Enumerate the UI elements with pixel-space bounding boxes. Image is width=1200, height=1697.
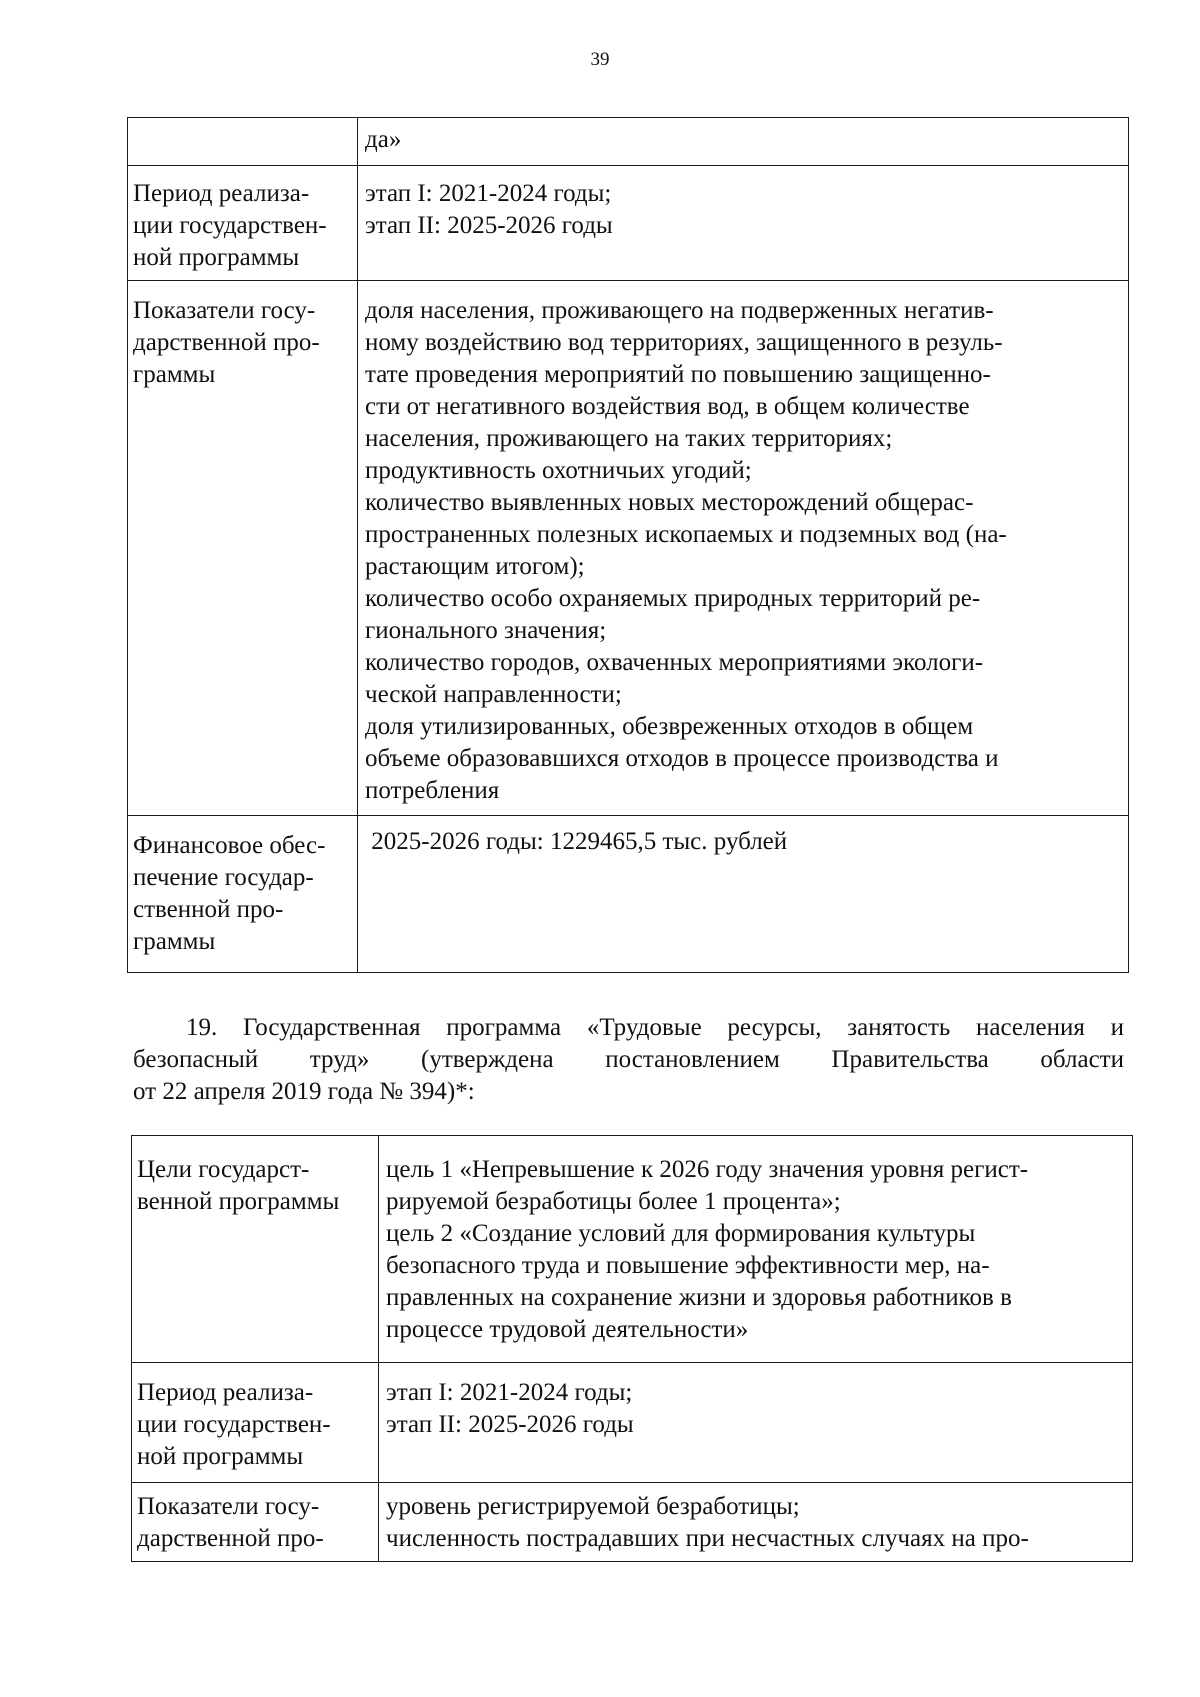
row-value-financing	[358, 816, 1129, 973]
row-label-period	[132, 1363, 379, 1483]
text-line: Период реализа-	[133, 180, 310, 207]
program-passport-table-19	[131, 1135, 1133, 1562]
table-row	[132, 1483, 1133, 1562]
row-value-indicators	[358, 281, 1129, 816]
text-line: тате проведения мероприятий по повышению защищенно-	[365, 361, 991, 388]
text-line: рируемой безработицы более 1 процента»;	[386, 1188, 841, 1215]
row-label-goals	[132, 1136, 379, 1363]
table-row	[128, 118, 1129, 166]
text-line: доля утилизированных, обезвреженных отходов в общем	[365, 713, 974, 740]
text-line: ному воздействию вод территориях, защищенного в резуль-	[365, 329, 1003, 356]
text-line: количество особо охраняемых природных территорий ре-	[365, 585, 981, 612]
table-row	[128, 816, 1129, 973]
text-line: граммы	[133, 361, 216, 388]
text-line: ной программы	[133, 244, 300, 271]
text-line: венной программы	[137, 1188, 340, 1215]
text-line: ции государствен-	[137, 1411, 331, 1438]
text-line: Финансовое обес-	[133, 832, 326, 859]
text-line: потребления	[365, 777, 500, 804]
row-label-empty	[128, 118, 358, 166]
text-line: этап II: 2025-2026 годы	[365, 212, 613, 239]
text-line: этап II: 2025-2026 годы	[386, 1411, 634, 1438]
text-line: пространенных полезных ископаемых и подземных вод (на-	[365, 521, 1007, 548]
section-19-paragraph	[133, 1012, 1124, 1108]
text-line: гионального значения;	[365, 617, 607, 644]
text-line: ции государствен-	[133, 212, 327, 239]
paragraph-line: от 22 апреля 2019 года № 394)*:	[133, 1078, 475, 1105]
text-line: цель 1 «Непревышение к 2026 году значения уровня регист-	[386, 1156, 1029, 1183]
text-line: этап I: 2021-2024 годы;	[365, 180, 612, 207]
text-line: печение государ-	[133, 864, 314, 891]
text-line: численность пострадавших при несчастных случаях на про-	[386, 1525, 1029, 1552]
text-line: Цели государст-	[137, 1156, 310, 1183]
text-line: растающим итогом);	[365, 553, 585, 580]
row-label-period	[128, 166, 358, 281]
text-line: сти от негативного воздействия вод, в общем количестве	[365, 393, 970, 420]
text-line: объеме образовавшихся отходов в процессе производства и	[365, 745, 999, 772]
row-value-indicators	[379, 1483, 1133, 1562]
text-line: 2025-2026 годы: 1229465,5 тыс. рублей	[365, 828, 788, 855]
text-line: этап I: 2021-2024 годы;	[386, 1379, 633, 1406]
text-line: ной программы	[137, 1443, 304, 1470]
text-line: граммы	[133, 928, 216, 955]
text-line: продуктивность охотничьих угодий;	[365, 457, 752, 484]
text-line: дарственной про-	[137, 1525, 324, 1552]
text-line: безопасного труда и повышение эффективности мер, на-	[386, 1252, 990, 1279]
row-value-goals	[379, 1136, 1133, 1363]
text-line: цель 2 «Создание условий для формирования культуры	[386, 1220, 976, 1247]
text-line: процессе трудовой деятельности»	[386, 1316, 749, 1343]
table-row	[128, 166, 1129, 281]
row-value-period	[358, 166, 1129, 281]
row-label-financing	[128, 816, 358, 973]
table-row	[132, 1136, 1133, 1363]
text-line: количество городов, охваченных мероприятиями экологи-	[365, 649, 984, 676]
text-line: доля населения, проживающего на подверженных негатив-	[365, 297, 994, 324]
paragraph-line: безопасный труд» (утверждена постановлением Правительства области	[133, 1046, 1124, 1073]
text-line: ческой направленности;	[365, 681, 622, 708]
paragraph-line: 19. Государственная программа «Трудовые ресурсы, занятость населения и	[186, 1014, 1124, 1041]
row-value-period	[379, 1363, 1133, 1483]
page-number: 39	[590, 49, 610, 70]
text-line: ственной про-	[133, 896, 284, 923]
text-line: Показатели госу-	[133, 297, 316, 324]
text-line: правленных на сохранение жизни и здоровья работников в	[386, 1284, 1012, 1311]
row-label-indicators	[132, 1483, 379, 1562]
row-label-indicators	[128, 281, 358, 816]
text-line: Показатели госу-	[137, 1493, 320, 1520]
text-line: Период реализа-	[137, 1379, 314, 1406]
text-line: количество выявленных новых месторождений общерас-	[365, 489, 974, 516]
text-line: да»	[365, 126, 402, 153]
text-line: уровень регистрируемой безработицы;	[386, 1493, 800, 1520]
program-passport-table-18	[127, 117, 1129, 973]
text-line: населения, проживающего на таких территориях;	[365, 425, 893, 452]
table-row	[132, 1363, 1133, 1483]
row-value-continuation	[358, 118, 1129, 166]
text-line: дарственной про-	[133, 329, 320, 356]
table-row	[128, 281, 1129, 816]
